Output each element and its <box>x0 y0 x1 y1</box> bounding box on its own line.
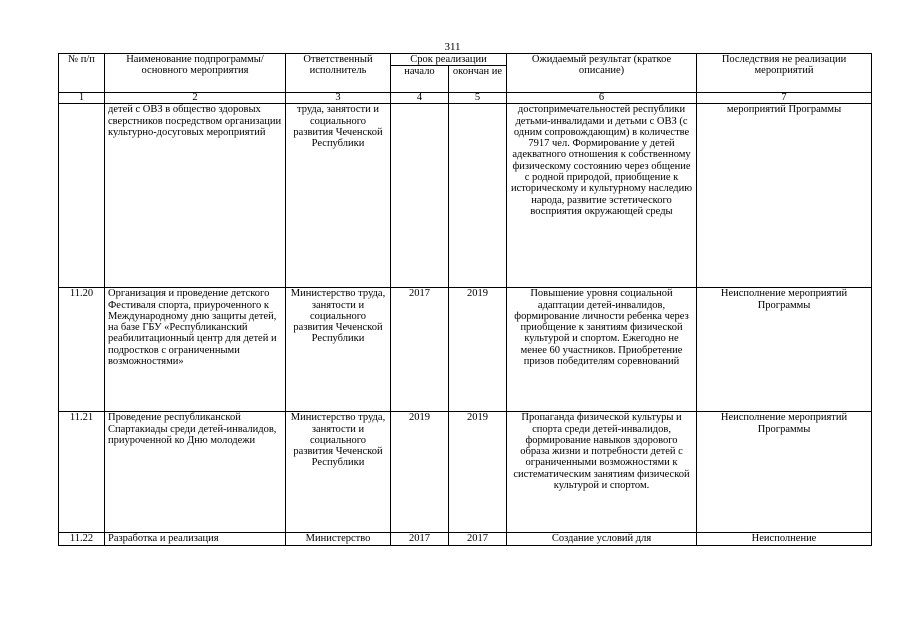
end-year: 2019 <box>449 412 507 533</box>
executor: Министерство <box>286 533 391 545</box>
program-activities-table <box>58 53 872 546</box>
row-number <box>59 104 105 288</box>
start-year: 2017 <box>391 288 449 412</box>
table-row <box>59 412 872 533</box>
expected-result: достопримечательностей республики детьми-инвалидами и детьми с ОВЗ (с одним сопровождающим) в количестве 7917 чел. Формирование у детей адекватного отношения к собственному физическому состоянию через общение с родной природой, приобщение к историческому и культурному наследию народа, развитие эстетического восприятия окружающей среды <box>507 104 697 288</box>
expected-result: Создание условий для <box>507 533 697 545</box>
header-col-end: окончан ие <box>449 66 507 93</box>
header-col-num: № п/п <box>59 54 105 93</box>
header-col-start: начало <box>391 66 449 93</box>
header-col-consequences: Последствия не реализации мероприятий <box>697 54 872 93</box>
activity-name: детей с ОВЗ в общество здоровых сверстников посредством организации культурно-досуговых мероприятий <box>105 104 286 288</box>
consequence: Неисполнение мероприятий Программы <box>697 288 872 412</box>
activity-name: Организация и проведение детского Фестиваля спорта, приуроченного к Международному дню защиты детей, на базе ГБУ «Республиканский реабилитационный центр для детей и подростков с ограниченными возможностями» <box>105 288 286 412</box>
executor: труда, занятости и социального развития Чеченской Республики <box>286 104 391 288</box>
executor: Министерство труда, занятости и социального развития Чеченской Республики <box>286 288 391 412</box>
start-year <box>391 104 449 288</box>
table-row <box>59 533 872 545</box>
activity-name: Проведение республиканской Спартакиады среди детей-инвалидов, приуроченной ко Дню молодежи <box>105 412 286 533</box>
consequence: мероприятий Программы <box>697 104 872 288</box>
column-number: 7 <box>697 93 872 104</box>
activity-name: Разработка и реализация <box>105 533 286 545</box>
column-number: 2 <box>105 93 286 104</box>
column-number: 4 <box>391 93 449 104</box>
expected-result: Пропаганда физической культуры и спорта среди детей-инвалидов, формирование навыков здорового образа жизни и потребности детей с ограниченными возможностями к систематическим занятиям физической культурой и спортом. <box>507 412 697 533</box>
header-col-result: Ожидаемый результат (краткое описание) <box>507 54 697 93</box>
row-number: 11.21 <box>59 412 105 533</box>
column-number: 1 <box>59 93 105 104</box>
column-number: 5 <box>449 93 507 104</box>
column-number: 3 <box>286 93 391 104</box>
row-number: 11.22 <box>59 533 105 545</box>
table-row <box>59 104 872 288</box>
end-year: 2019 <box>449 288 507 412</box>
consequence: Неисполнение <box>697 533 872 545</box>
start-year: 2017 <box>391 533 449 545</box>
header-col-period: Срок реализации <box>391 54 507 66</box>
start-year: 2019 <box>391 412 449 533</box>
header-col-name: Наименование подпрограммы/ основного мероприятия <box>105 54 286 93</box>
header-col-executor: Ответственный исполнитель <box>286 54 391 93</box>
column-numbers-row <box>59 93 872 104</box>
table-row <box>59 288 872 412</box>
page-number: 311 <box>444 41 461 53</box>
header-row-1 <box>59 54 872 66</box>
end-year <box>449 104 507 288</box>
end-year: 2017 <box>449 533 507 545</box>
column-number: 6 <box>507 93 697 104</box>
row-number: 11.20 <box>59 288 105 412</box>
executor: Министерство труда, занятости и социального развития Чеченской Республики <box>286 412 391 533</box>
expected-result: Повышение уровня социальной адаптации детей-инвалидов, формирование личности ребенка через приобщение к занятиям физической культурой и спортом. Ежегодно не менее 60 участников. Приобретение призов победителям соревнований <box>507 288 697 412</box>
consequence: Неисполнение мероприятий Программы <box>697 412 872 533</box>
